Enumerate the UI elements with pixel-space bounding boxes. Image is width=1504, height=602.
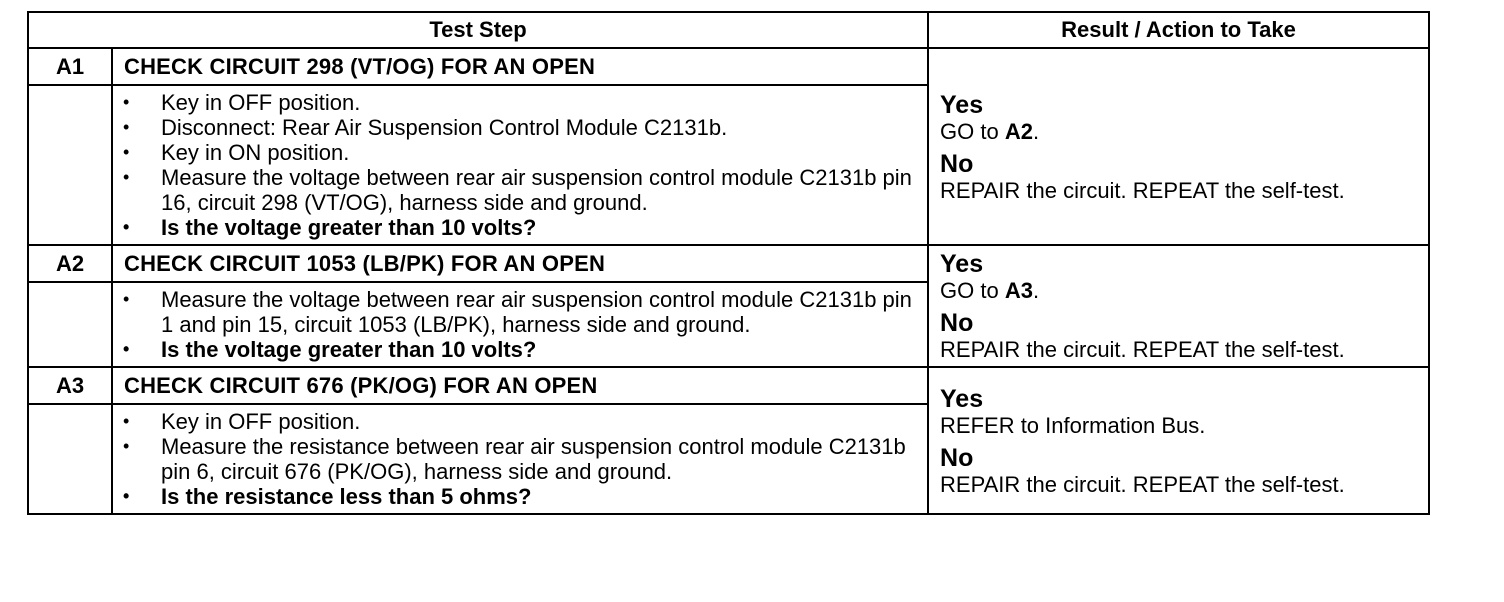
- step-id: A3: [28, 367, 112, 404]
- bullet-icon: •: [123, 436, 130, 456]
- yes-action: GO to A2.: [940, 118, 1040, 144]
- yes-action: GO to A3.: [940, 278, 1040, 303]
- step-title: CHECK CIRCUIT 1053 (LB/PK) FOR AN OPEN: [112, 245, 928, 282]
- step-id: A2: [28, 245, 112, 282]
- bullet-icon: •: [123, 289, 130, 309]
- step-title: CHECK CIRCUIT 676 (PK/OG) FOR AN OPEN: [112, 367, 928, 404]
- yes-label: Yes: [940, 90, 984, 119]
- step-title-row: [28, 48, 1429, 85]
- yes-label: Yes: [940, 384, 984, 413]
- action-item: • Measure the voltage between rear air suspension control module C2131b pin 16, circuit 298 (VT/OG), harness side and ground.: [123, 165, 912, 215]
- yes-label: Yes: [940, 250, 984, 278]
- result-cell: [928, 245, 1429, 367]
- no-action: REPAIR the circuit. REPEAT the self-test.: [940, 177, 1345, 203]
- step-question: • Is the resistance less than 5 ohms?: [123, 484, 532, 509]
- bullet-icon: •: [123, 486, 130, 506]
- step-actions: [112, 85, 928, 245]
- action-item: • Measure the resistance between rear air suspension control module C2131b pin 6, circuit 676 (PK/OG), harness side and ground.: [123, 434, 906, 484]
- bullet-icon: •: [123, 217, 130, 237]
- no-label: No: [940, 149, 974, 178]
- step-id: A1: [28, 48, 112, 85]
- step-id-spacer: [28, 282, 112, 367]
- test-step-a3: [28, 367, 1429, 514]
- result-cell: [928, 367, 1429, 514]
- action-item: • Measure the voltage between rear air suspension control module C2131b pin 1 and pin 15, circuit 1053 (LB/PK), harness side and ground.: [123, 287, 912, 337]
- test-step-header: Test Step: [28, 12, 928, 48]
- yes-target-link: A3: [1004, 278, 1033, 303]
- result-action-header: Result / Action to Take: [928, 12, 1429, 48]
- yes-target-link: A2: [1004, 118, 1033, 144]
- action-item: • Key in ON position.: [123, 140, 350, 165]
- step-question: • Is the voltage greater than 10 volts?: [123, 337, 537, 362]
- step-actions: [112, 282, 928, 367]
- bullet-icon: •: [123, 339, 130, 359]
- test-step-a1: [28, 48, 1429, 245]
- no-action: REPAIR the circuit. REPEAT the self-test.: [940, 337, 1345, 362]
- bullet-icon: •: [123, 92, 130, 112]
- diagnostic-test-table: [27, 11, 1430, 515]
- action-item: • Key in OFF position.: [123, 409, 361, 434]
- bullet-icon: •: [123, 411, 130, 431]
- no-label: No: [940, 443, 974, 472]
- step-question: • Is the voltage greater than 10 volts?: [123, 215, 537, 240]
- step-title-row: [28, 245, 1429, 282]
- test-step-a2: [28, 245, 1429, 367]
- step-id-spacer: [28, 404, 112, 514]
- yes-action: REFER to Information Bus.: [940, 412, 1206, 438]
- header-row: [28, 12, 1429, 48]
- bullet-icon: •: [123, 167, 130, 187]
- step-actions: [112, 404, 928, 514]
- result-cell: [928, 48, 1429, 245]
- no-action: REPAIR the circuit. REPEAT the self-test.: [940, 471, 1345, 497]
- step-title: CHECK CIRCUIT 298 (VT/OG) FOR AN OPEN: [112, 48, 928, 85]
- bullet-icon: •: [123, 142, 130, 162]
- bullet-icon: •: [123, 117, 130, 137]
- step-title-row: [28, 367, 1429, 404]
- action-item: • Disconnect: Rear Air Suspension Control Module C2131b.: [123, 115, 728, 140]
- no-label: No: [940, 309, 974, 337]
- step-id-spacer: [28, 85, 112, 245]
- action-item: • Key in OFF position.: [123, 90, 361, 115]
